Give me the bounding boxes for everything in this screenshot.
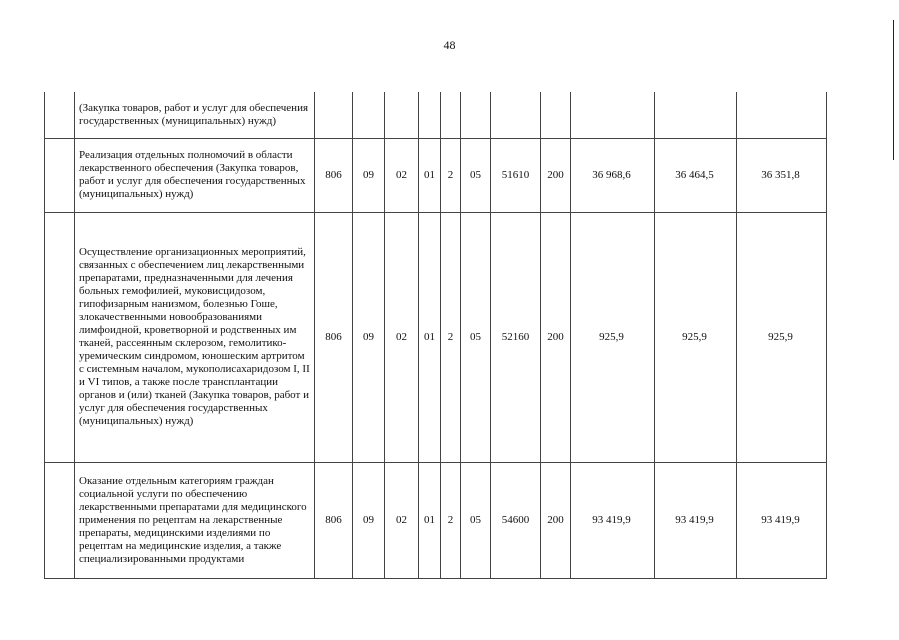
- direction-code-cell: [491, 92, 541, 138]
- subprogram-code-cell: 2: [441, 138, 461, 212]
- ministry-code-cell: 806: [315, 138, 353, 212]
- budget-table: [44, 92, 827, 579]
- event-code-cell: 05: [461, 138, 491, 212]
- amount-year-2-cell: [655, 92, 737, 138]
- row-number-cell: [45, 212, 75, 462]
- ministry-code-cell: [315, 92, 353, 138]
- section-code-cell: 09: [353, 462, 385, 578]
- subsection-code-cell: 02: [385, 462, 419, 578]
- expense-type-code-cell: 200: [541, 212, 571, 462]
- program-code-cell: 01: [419, 462, 441, 578]
- amount-year-1-cell: 93 419,9: [571, 462, 655, 578]
- subprogram-code-cell: 2: [441, 462, 461, 578]
- amount-year-3-cell: 36 351,8: [737, 138, 827, 212]
- amount-year-1-cell: 925,9: [571, 212, 655, 462]
- ministry-code-cell: 806: [315, 212, 353, 462]
- table-row: [45, 462, 827, 578]
- description-cell: Реализация отдельных полномочий в области лекарственного обеспечения (Закупка товаров, работ и услуг для обеспечения государственных (муниципальных) нужд): [75, 138, 315, 212]
- description-cell: (Закупка товаров, работ и услуг для обеспечения государственных (муниципальных) нужд): [75, 92, 315, 138]
- section-code-cell: 09: [353, 138, 385, 212]
- description-cell: Оказание отдельным категориям граждан социальной услуги по обеспечению лекарственными препаратами для медицинского применения по рецептам на лекарственные препараты, медицинскими изделиями по рецептам на медицинские изделия, а также специализированными продуктами: [75, 462, 315, 578]
- table-row: [45, 212, 827, 462]
- table-row: [45, 92, 827, 138]
- direction-code-cell: 51610: [491, 138, 541, 212]
- subprogram-code-cell: [441, 92, 461, 138]
- amount-year-1-cell: [571, 92, 655, 138]
- amount-year-3-cell: 93 419,9: [737, 462, 827, 578]
- row-number-cell: [45, 92, 75, 138]
- subsection-code-cell: 02: [385, 212, 419, 462]
- table-row: [45, 138, 827, 212]
- row-number-cell: [45, 138, 75, 212]
- description-cell: Осуществление организационных мероприятий, связанных с обеспечением лиц лекарственными препаратами, предназначенными для лечения больных гемофилией, муковисцидозом, гипофизарным нанизмом, болезнью Гоше, злокачественными новообразованиями лимфоидной, кроветворной и родственных им тканей, рассеянным склерозом, гемолитико-уремическим синдромом, юношеским артритом с системным началом, мукополисахаридозом I, II и VI типов, а также после трансплантации органов и (или) тканей (Закупка товаров, работ и услуг для обеспечения государственных (муниципальных) нужд): [75, 212, 315, 462]
- program-code-cell: 01: [419, 138, 441, 212]
- expense-type-code-cell: 200: [541, 138, 571, 212]
- event-code-cell: 05: [461, 462, 491, 578]
- ministry-code-cell: 806: [315, 462, 353, 578]
- amount-year-3-cell: [737, 92, 827, 138]
- expense-type-code-cell: 200: [541, 462, 571, 578]
- amount-year-2-cell: 36 464,5: [655, 138, 737, 212]
- section-code-cell: [353, 92, 385, 138]
- amount-year-1-cell: 36 968,6: [571, 138, 655, 212]
- direction-code-cell: 54600: [491, 462, 541, 578]
- subsection-code-cell: 02: [385, 138, 419, 212]
- amount-year-3-cell: 925,9: [737, 212, 827, 462]
- page-number: 48: [443, 38, 456, 52]
- event-code-cell: 05: [461, 212, 491, 462]
- amount-year-2-cell: 925,9: [655, 212, 737, 462]
- section-code-cell: 09: [353, 212, 385, 462]
- subsection-code-cell: [385, 92, 419, 138]
- program-code-cell: 01: [419, 212, 441, 462]
- direction-code-cell: 52160: [491, 212, 541, 462]
- margin-line: [893, 20, 894, 160]
- amount-year-2-cell: 93 419,9: [655, 462, 737, 578]
- event-code-cell: [461, 92, 491, 138]
- program-code-cell: [419, 92, 441, 138]
- subprogram-code-cell: 2: [441, 212, 461, 462]
- expense-type-code-cell: [541, 92, 571, 138]
- row-number-cell: [45, 462, 75, 578]
